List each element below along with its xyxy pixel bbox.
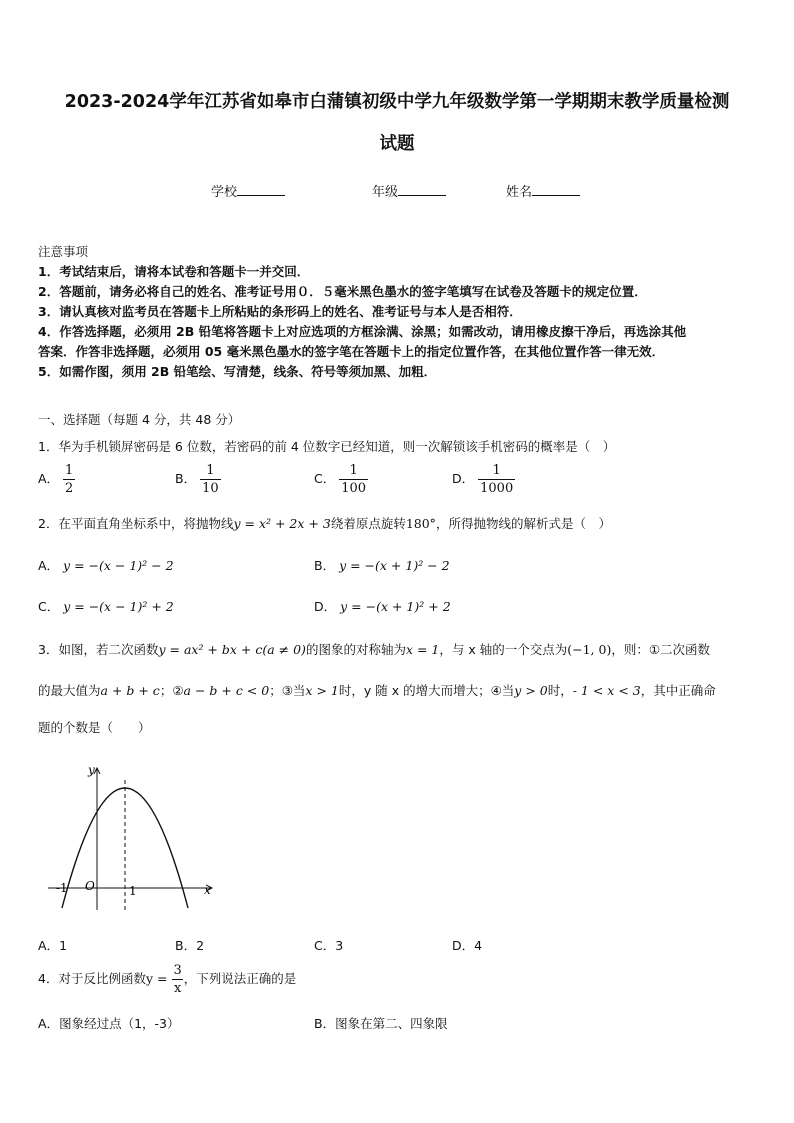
math-expr: y = x² + 2x + 3 — [233, 516, 331, 531]
stem-text: ；③当 — [269, 683, 306, 698]
question-4-stem — [38, 962, 296, 997]
q1-option-c — [314, 462, 368, 497]
option-value: 4 — [474, 938, 483, 953]
option-value: 3 — [335, 938, 344, 953]
stem-text: 4．对于反比例函数 — [38, 971, 146, 986]
note-item: 答案．作答非选择题，必须用 05 毫米黑色墨水的签字笔在答题卡上的指定位置作答，在其他位置作答一律无效． — [38, 344, 665, 359]
origin-label: O — [85, 879, 95, 893]
stem-text: 绕着原点旋转 — [330, 516, 406, 531]
stem-text: 2．在平面直角坐标系中，将抛物线 — [38, 516, 234, 531]
math-expr: x > 1 — [305, 683, 339, 698]
question-2-stem — [38, 514, 611, 532]
stem-text: ，其中正确命 — [640, 683, 716, 698]
note-item: 5．如需作图，须用 2B 铅笔绘、写清楚，线条、符号等须加黑、加粗． — [38, 364, 437, 379]
x-axis-label: x — [204, 883, 211, 897]
q4-option-a — [38, 1014, 179, 1032]
q2-option-d — [314, 597, 451, 615]
q4-option-b — [314, 1014, 448, 1032]
stem-text: 的图象的对称轴为 — [305, 642, 406, 657]
stem-text: ，与 x 轴的一个交点为 — [439, 642, 568, 657]
option-label: D． — [452, 471, 475, 486]
stem-text: 时，y 随 x 的增大而增大；④当 — [338, 683, 515, 698]
q2-option-c — [38, 597, 174, 615]
option-label: C． — [314, 471, 336, 486]
math-expr: y = −(x − 1)² + 2 — [63, 599, 174, 614]
parabola-graph — [40, 758, 230, 918]
question-3-line-1 — [38, 640, 710, 658]
q2-option-a — [38, 556, 174, 574]
math-expr: x = 1 — [405, 642, 440, 657]
math-expr: y = −(x + 1)² + 2 — [340, 599, 451, 614]
notes-block — [38, 242, 686, 382]
option-label: B． — [175, 471, 197, 486]
note-item: 4．作答选择题，必须用 2B 铅笔将答题卡上对应选项的方框涂满、涂黑；如需改动，请用橡皮擦干净后，再选涂其他 — [38, 324, 687, 339]
option-label: A． — [38, 558, 60, 573]
math-expr: - 1 < x < 3 — [572, 683, 641, 698]
option-label: B． — [314, 558, 336, 573]
option-label: D． — [452, 938, 475, 953]
note-item: 2．答题前，请务必将自己的姓名、准考证号用０．５毫米黑色墨水的签字笔填写在试卷及答题卡的规定位置． — [38, 284, 647, 299]
neg-one-label: -1 — [56, 881, 68, 895]
grade-blank — [398, 183, 446, 196]
option-value: 1 — [59, 938, 68, 953]
math-expr: 180° — [405, 516, 436, 531]
question-1-stem: 1．华为手机锁屏密码是 6 位数，若密码的前 4 位数字已经知道，则一次解锁该手机密码的概率是（ ） — [38, 439, 616, 454]
math-expr: y = — [145, 971, 168, 986]
stem-text: ，则：①二次函数 — [611, 642, 711, 657]
school-blank — [237, 183, 285, 196]
option-label: D． — [314, 599, 337, 614]
math-expr: (−1, 0) — [567, 642, 612, 657]
q1-option-b — [175, 462, 221, 497]
math-expr: a − b + c < 0 — [183, 683, 270, 698]
stem-text: ；② — [159, 683, 184, 698]
stem-text: 的最大值为 — [38, 683, 101, 698]
grade-field — [372, 181, 446, 200]
note-item: 1．考试结束后，请将本试卷和答题卡一并交回． — [38, 264, 310, 279]
question-3-line-3: 题的个数是（ ） — [38, 720, 151, 735]
fraction: $\frac{1}{2}$ — [65, 463, 74, 496]
math-expr: y = ax² + bx + c(a ≠ 0) — [158, 642, 306, 657]
option-label: C． — [38, 599, 60, 614]
math-expr: y > 0 — [514, 683, 548, 698]
page-title-line-2: 试题 — [379, 134, 415, 154]
fraction: $\frac{1}{100}$ — [341, 463, 367, 496]
section-heading: 一、选择题（每题 4 分，共 48 分） — [38, 412, 241, 427]
name-field — [506, 181, 580, 200]
math-expr: y = −(x − 1)² − 2 — [63, 558, 174, 573]
stem-text: ，下列说法正确的是 — [183, 971, 297, 986]
q3-option-d — [452, 936, 482, 954]
school-label: 学校 — [211, 185, 238, 200]
option-label: A． — [38, 471, 60, 486]
option-value: 2 — [196, 938, 205, 953]
name-blank — [532, 183, 580, 196]
option-label: B． — [314, 1016, 336, 1031]
note-item: 3．请认真核对监考员在答题卡上所粘贴的条形码上的姓名、准考证号与本人是否相符． — [38, 304, 522, 319]
y-axis-label: y — [88, 763, 95, 777]
option-label: C． — [314, 938, 336, 953]
option-label: A． — [38, 938, 60, 953]
parabola-curve — [62, 788, 188, 908]
question-3-line-2 — [38, 681, 716, 699]
q3-option-c — [314, 936, 343, 954]
fraction: $\frac{1}{10}$ — [202, 463, 219, 496]
option-text: 图象经过点（1，-3） — [59, 1016, 180, 1031]
option-label: A． — [38, 1016, 60, 1031]
notes-heading: 注意事项 — [38, 244, 89, 259]
option-label: B． — [175, 938, 197, 953]
fraction: $\frac{3}{x}$ — [173, 963, 182, 996]
name-label: 姓名 — [506, 185, 533, 200]
stem-text: 3．如图，若二次函数 — [38, 642, 159, 657]
stem-text: ，所得抛物线的解析式是（ ） — [435, 516, 611, 531]
q3-option-a — [38, 936, 67, 954]
q1-option-a — [38, 462, 75, 497]
q2-option-b — [314, 556, 450, 574]
fraction: $\frac{1}{1000}$ — [480, 463, 514, 496]
option-text: 图象在第二、四象限 — [335, 1016, 448, 1031]
school-field — [211, 181, 285, 200]
math-expr: y = −(x + 1)² − 2 — [339, 558, 450, 573]
one-label: 1 — [129, 884, 137, 898]
stem-text: 时， — [547, 683, 573, 698]
math-expr: a + b + c — [100, 683, 160, 698]
grade-label: 年级 — [372, 185, 399, 200]
page-title-line-1: 2023-2024学年江苏省如皋市白蒲镇初级中学九年级数学第一学期期末教学质量检测 — [64, 92, 730, 112]
q1-option-d — [452, 462, 515, 497]
q3-option-b — [175, 936, 204, 954]
